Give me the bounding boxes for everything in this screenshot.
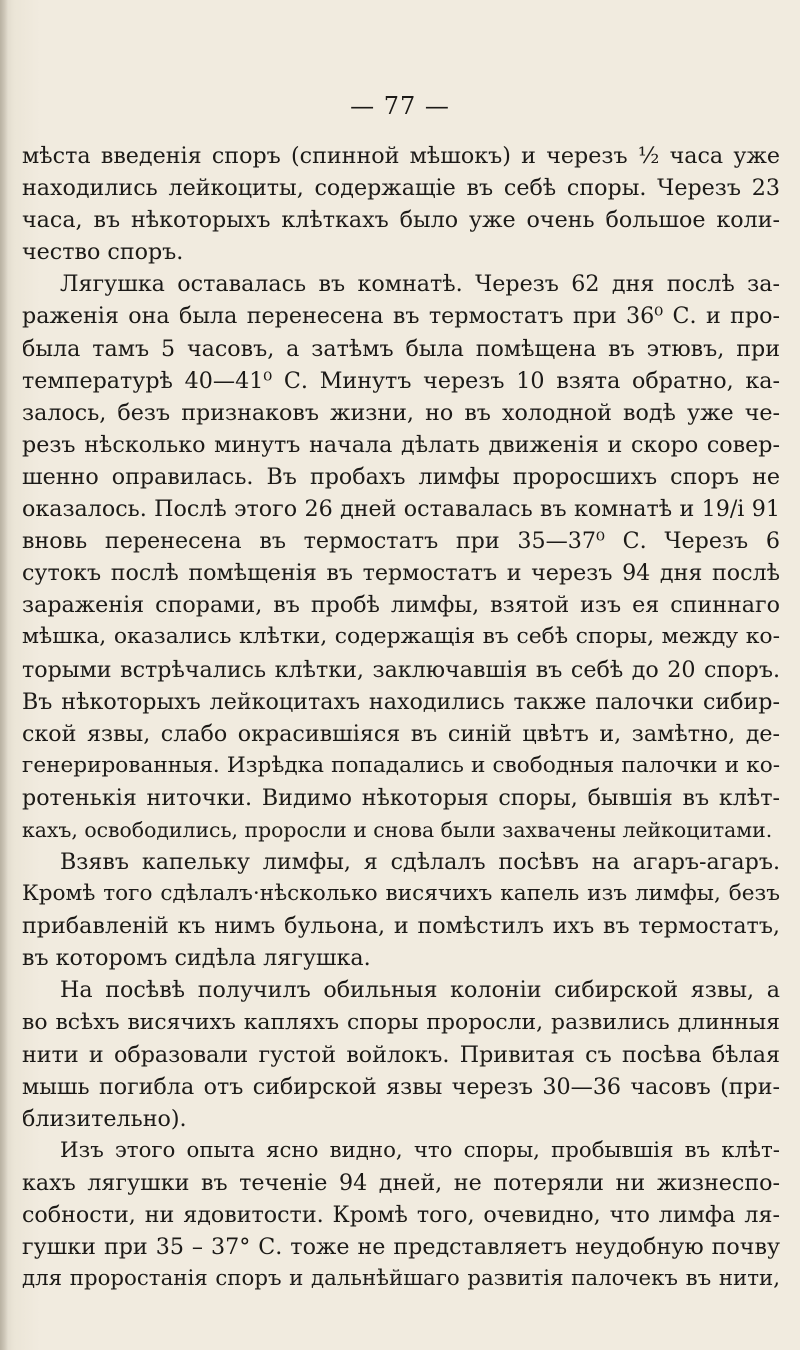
text-line: для проростанія споръ и дальнѣйшаго развитія палочекъ въ нити, bbox=[22, 1266, 780, 1292]
text-line: ротенькія ниточки. Видимо нѣкоторыя споры, бывшія въ клѣт- bbox=[22, 784, 780, 811]
text-line: была тамъ 5 часовъ, а затѣмъ была помѣщена въ этювъ, при bbox=[22, 335, 780, 362]
text-line: чество споръ. bbox=[22, 239, 184, 266]
text-line: прибавленій къ нимъ бульона, и помѣстилъ ихъ въ термостатъ, bbox=[22, 913, 780, 940]
text-line: сутокъ послѣ помѣщенія въ термостатъ и черезъ 94 дня послѣ bbox=[22, 560, 780, 587]
text-line: раженія она была перенесена въ термостатъ при 36⁰ С. и про- bbox=[22, 303, 780, 330]
text-line: зараженія спорами, въ пробѣ лимфы, взятой изъ ея спиннаго bbox=[22, 592, 780, 619]
text-line: генерированныя. Изрѣдка попадались и свободныя палочки и ко- bbox=[22, 752, 780, 778]
text-line: кахъ, освободились, проросли и снова были захвачены лейкоцитами. bbox=[22, 817, 773, 842]
text-line: во всѣхъ висячихъ капляхъ споры проросли, развились длинныя bbox=[22, 1009, 780, 1035]
text-line: Кромѣ того сдѣлалъ·нѣсколько висячихъ капель изъ лимфы, безъ bbox=[22, 881, 780, 907]
text-line: мѣста введенія споръ (спинной мѣшокъ) и черезъ ½ часа уже bbox=[22, 143, 780, 169]
text-line: мышь погибла отъ сибирской язвы черезъ 30—36 часовъ (при- bbox=[22, 1073, 780, 1100]
text-line: На посѣвѣ получилъ обильныя колоніи сибирской язвы, а bbox=[60, 977, 780, 1004]
text-line: залось, безъ признаковъ жизни, но въ холодной водѣ уже че- bbox=[22, 399, 780, 426]
text-line: Въ нѣкоторыхъ лейкоцитахъ находились также палочки сибир- bbox=[22, 688, 780, 715]
text-line: Изъ этого опыта ясно видно, что споры, пробывшія въ клѣт- bbox=[60, 1137, 780, 1163]
text-line: оказалось. Послѣ этого 26 дней оставалась въ комнатѣ и 19/i 91 bbox=[22, 496, 780, 523]
text-line: шенно оправилась. Въ пробахъ лимфы проросшихъ споръ не bbox=[22, 463, 780, 490]
text-line: близительно). bbox=[22, 1105, 187, 1132]
text-line: резъ нѣсколько минутъ начала дѣлать движенія и скоро совер- bbox=[22, 431, 780, 458]
binding-shadow bbox=[0, 0, 8, 1350]
text-line: торыми встрѣчались клѣтки, заключавшія въ себѣ до 20 споръ. bbox=[22, 656, 780, 683]
text-line: вновь перенесена въ термостатъ при 35—37⁰ С. Черезъ 6 bbox=[22, 528, 780, 555]
text-line: кахъ лягушки въ теченіе 94 дней, не потеряли ни жизнеспо- bbox=[22, 1170, 780, 1196]
text-line: мѣшка, оказались клѣтки, содержащія въ себѣ споры, между ко- bbox=[22, 624, 780, 650]
page-number: — 77 — bbox=[350, 92, 450, 120]
text-line: нити и образовали густой войлокъ. Привитая съ посѣва бѣлая bbox=[22, 1041, 780, 1068]
text-line: находились лейкоциты, содержащіе въ себѣ споры. Черезъ 23 bbox=[22, 175, 780, 202]
text-line: часа, въ нѣкоторыхъ клѣткахъ было уже очень большое коли- bbox=[22, 207, 780, 234]
text-line: собности, ни ядовитости. Кромѣ того, очевидно, что лимфа ля- bbox=[22, 1202, 780, 1229]
text-line: Лягушка оставалась въ комнатѣ. Черезъ 62 дня послѣ за- bbox=[60, 271, 780, 298]
text-line: въ которомъ сидѣла лягушка. bbox=[22, 945, 371, 972]
body-text bbox=[22, 140, 780, 1295]
text-line: ской язвы, слабо окрасившіяся въ синій цвѣтъ и, замѣтно, де- bbox=[22, 720, 780, 747]
text-line: Взявъ капельку лимфы, я сдѣлалъ посѣвъ на агаръ-агаръ. bbox=[60, 849, 780, 876]
text-line: температурѣ 40—41⁰ С. Минутъ черезъ 10 взята обратно, ка- bbox=[22, 367, 780, 394]
text-line: гушки при 35 – 37° С. тоже не представляетъ неудобную почву bbox=[22, 1234, 780, 1261]
